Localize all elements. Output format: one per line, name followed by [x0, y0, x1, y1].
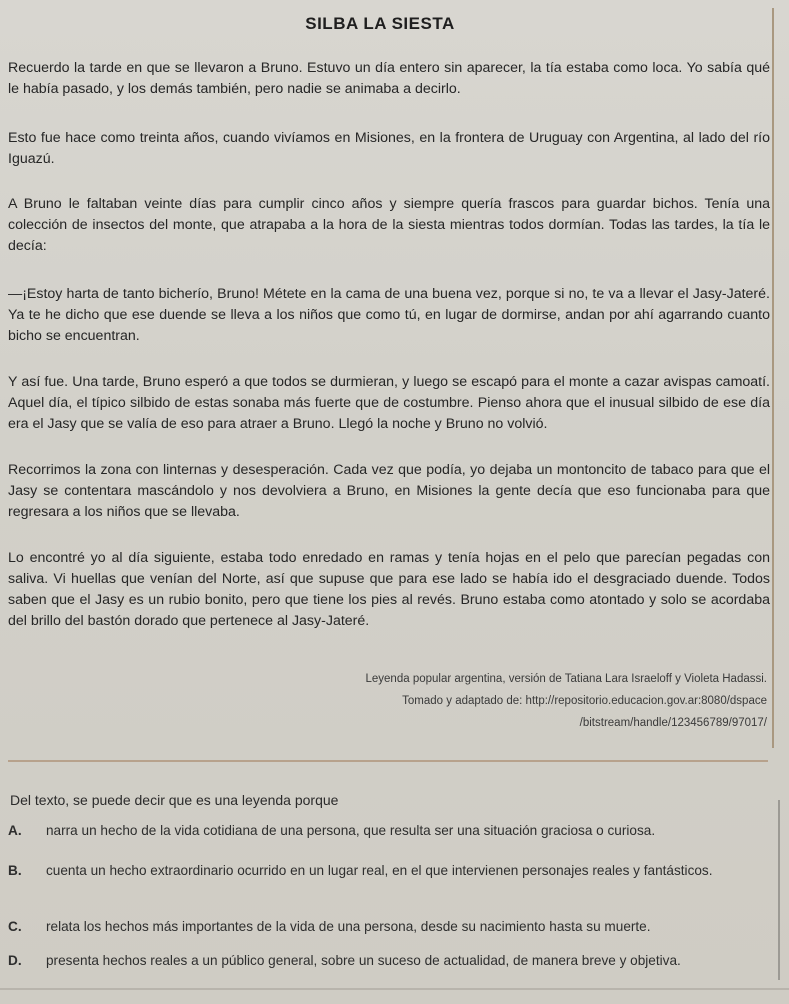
paragraph-5: Y así fue. Una tarde, Bruno esperó a que todos se durmieran, y luego se escapó para el monte a cazar avispas camoatí. Aquel día, el típico silbido de estas sonaba más fuerte que de costumbre. Pienso ahora que el inusual silbido de ese día era el Jasy que se valía de eso para atraer a Bruno. Llegó la noche y Bruno no volvió. [8, 374, 770, 432]
paragraph-4: —¡Estoy harta de tanto bicherío, Bruno! Métete en la cama de una buena vez, porque si no, te va a llevar el Jasy-Jateré. Ya te he dicho que ese duende se lleva a los niños que como tú, en lugar de dormirse, andan por ahí agarrando cuanto bicho se encuentran. [8, 286, 770, 344]
passage-title: SILBA LA SIESTA [305, 14, 455, 33]
margin-rule [772, 8, 774, 748]
option-c-text: relata los hechos más importantes de la vida de una persona, desde su nacimiento hasta su muerte. [46, 919, 651, 934]
option-c-letter: C. [8, 919, 22, 934]
option-a[interactable] [8, 822, 768, 840]
paragraph-7: Lo encontré yo al día siguiente, estaba todo enredado en ramas y tenía hojas en el pelo que parecían pegadas con saliva. Vi huellas que venían del Norte, así que supuse que para ese lado se había ido el desgraciado duende. Todos saben que el Jasy es un rubio bonito, pero que tiene los pies al revés. Bruno estaba como atontado y solo se acordaba del brillo del bastón dorado que pertenece al Jasy-Jateré. [8, 550, 770, 629]
option-c[interactable] [8, 918, 768, 936]
option-b-letter: B. [8, 863, 22, 878]
source-line-3: /bitstream/handle/123456789/97017/ [579, 717, 767, 729]
panel-edge [778, 800, 780, 980]
option-d[interactable] [8, 952, 768, 970]
option-b-text: cuenta un hecho extraordinario ocurrido en un lugar real, en el que intervienen personajes reales y fantásticos. [46, 863, 713, 878]
paragraph-1: Recuerdo la tarde en que se llevaron a Bruno. Estuvo un día entero sin aparecer, la tía estaba como loca. Yo sabía qué le había pasado, y los demás también, pero nadie se animaba a decirlo. [8, 60, 770, 97]
source-line-1: Leyenda popular argentina, versión de Tatiana Lara Israeloff y Violeta Hadassi. [365, 673, 767, 685]
option-a-text: narra un hecho de la vida cotidiana de una persona, que resulta ser una situación graciosa o curiosa. [46, 823, 656, 838]
option-b[interactable] [8, 862, 768, 880]
option-d-text: presenta hechos reales a un público general, sobre un suceso de actualidad, de manera breve y objetiva. [46, 953, 681, 968]
paragraph-2: Esto fue hace como treinta años, cuando vivíamos en Misiones, en la frontera de Uruguay con Argentina, al lado del río Iguazú. [8, 130, 770, 167]
bottom-rule [0, 988, 789, 990]
source-line-2: Tomado y adaptado de: http://repositorio.educacion.gov.ar:8080/dspace [402, 695, 767, 707]
paragraph-6: Recorrimos la zona con linternas y desesperación. Cada vez que podía, yo dejaba un montoncito de tabaco para que el Jasy se contentara mascándolo y nos devolviera a Bruno, en Misiones la gente decía que eso funcionaba para que regresara a los niños que se llevaba. [8, 462, 770, 520]
section-divider [8, 760, 768, 762]
paragraph-3: A Bruno le faltaban veinte días para cumplir cinco años y siempre quería frascos para guardar bichos. Tenía una colección de insectos del monte, que atrapaba a la hora de la siesta mientras todos dormían. Todas las tardes, la tía le decía: [8, 196, 770, 254]
question-stem: Del texto, se puede decir que es una leyenda porque [10, 792, 339, 808]
option-a-letter: A. [8, 823, 22, 838]
option-d-letter: D. [8, 953, 22, 968]
